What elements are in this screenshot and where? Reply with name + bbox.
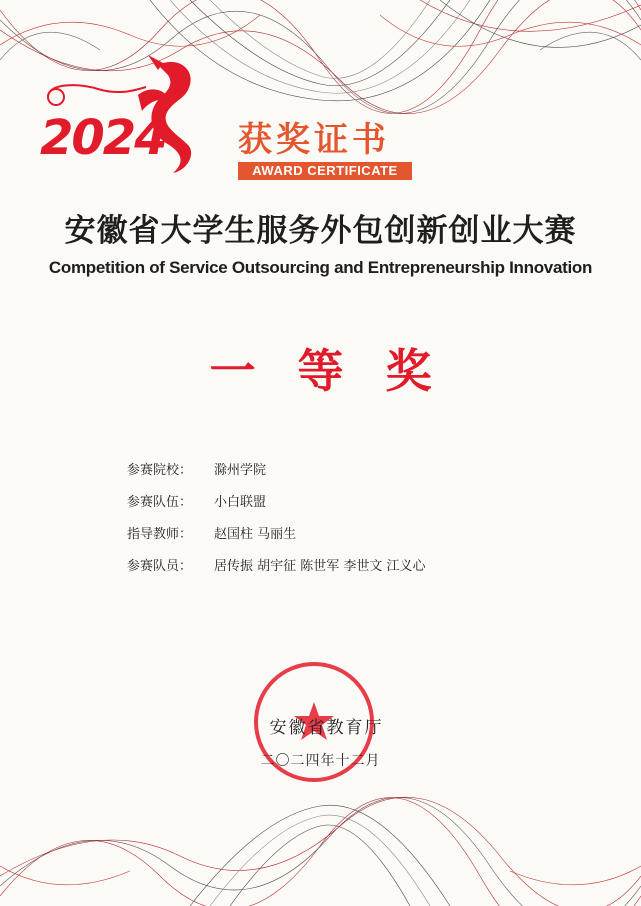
bottom-guilloche-border: [0, 796, 641, 906]
detail-label: 参赛院校：: [127, 462, 193, 478]
year-logo: 2024: [40, 110, 166, 166]
detail-value: 滁州学院: [214, 462, 267, 478]
detail-row-advisors: [127, 516, 426, 548]
detail-label: 参赛队伍：: [127, 494, 193, 510]
competition-name-cn: 安徽省大学生服务外包创新创业大赛: [64, 213, 577, 249]
detail-value: 赵国柱 马丽生: [214, 526, 297, 542]
detail-label: 参赛队员：: [127, 558, 193, 574]
detail-value: 小白联盟: [214, 494, 267, 510]
detail-row-team: [127, 484, 426, 516]
issuer: 安徽省教育厅: [269, 718, 384, 738]
detail-row-members: [127, 548, 426, 580]
certificate-title: 获奖证书: [238, 120, 390, 160]
award-level: 一等奖: [209, 344, 474, 398]
issue-date: 二〇二四年十二月: [260, 753, 381, 769]
detail-value: 居传振 胡宇征 陈世军 李世文 江义心: [214, 558, 426, 574]
certificate-subtitle: AWARD CERTIFICATE: [238, 162, 412, 180]
competition-name-en: Competition of Service Outsourcing and Entrepreneurship Innovation: [48, 258, 593, 277]
detail-row-school: [127, 452, 426, 484]
award-details: [127, 452, 426, 580]
detail-label: 指导教师：: [127, 526, 193, 542]
